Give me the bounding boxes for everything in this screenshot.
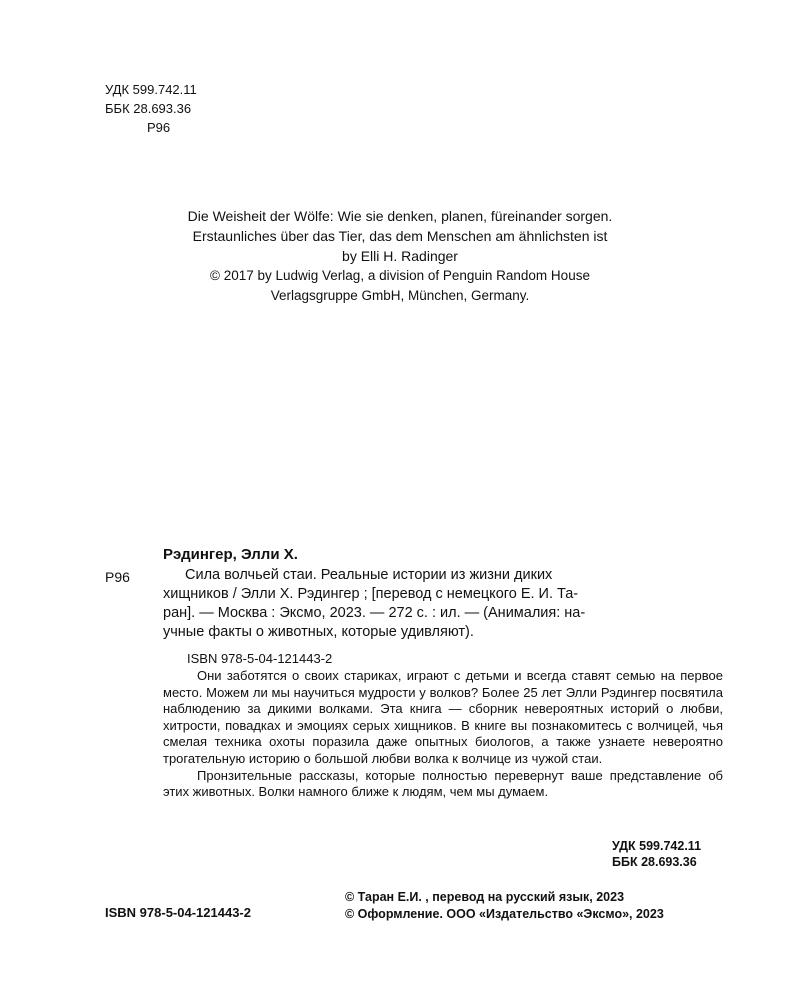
- original-copyright-line-2: Verlagsgruppe GmbH, München, Germany.: [270, 288, 530, 303]
- record-body: [105, 566, 725, 642]
- bbk-code-bottom: ББК 28.693.36: [612, 855, 697, 869]
- original-title-line-2: Erstaunliches über das Tier, das dem Menschen am ähnlichsten ist: [192, 228, 608, 244]
- original-copyright-line-1: © 2017 by Ludwig Verlag, a division of Penguin Random House: [210, 268, 590, 283]
- record-author-code: Р96: [105, 569, 130, 585]
- annotation-paragraph-2: Пронзительные рассказы, которые полностью перевернут ваше представление об этих животных. Волки намного ближе к людям, чем мы думаем.: [163, 767, 723, 800]
- classification-block-bottom: [612, 838, 701, 870]
- record-isbn: ISBN 978-5-04-121443-2: [187, 651, 333, 666]
- record-line-2: хищников / Элли Х. Рэдингер ; [перевод с немецкого Е. И. Та-: [163, 586, 579, 602]
- record-description: [163, 566, 725, 642]
- original-edition-block: [0, 206, 800, 306]
- annotation-paragraph-1: Они заботятся о своих стариках, играют с детьми и всегда ставят семью на первое место. Можем ли мы научиться мудрости у волков? Более 25 лет Элли Рэдингер посвятила наблюдению за дикими волками. Эта книга — сборник невероятных историй о любви, хитрости, повадках и эмоциях серых хищников. В книге вы познакомитесь с волчицей, чья смелая техника охоты поразила даже опытных биологов, а также узнаете невероятно трогательную историю о большой любви волка к волчице из чужой стаи.: [163, 668, 723, 766]
- original-title-line-1: Die Weisheit der Wölfe: Wie sie denken, planen, füreinander sorgen.: [187, 208, 613, 224]
- translation-rights: © Таран Е.И. , перевод на русский язык, 2023: [345, 890, 625, 904]
- record-line-1: Сила волчьей стаи. Реальные истории из жизни диких: [185, 567, 553, 583]
- author-code: Р96: [147, 120, 171, 135]
- bbk-code: ББК 28.693.36: [105, 101, 192, 116]
- footer-isbn: ISBN 978-5-04-121443-2: [105, 905, 251, 920]
- annotation: [163, 668, 723, 801]
- original-byline: by Elli H. Radinger: [342, 248, 458, 264]
- design-rights: © Оформление. ООО «Издательство «Эксмо», 2023: [345, 907, 664, 921]
- udk-code-bottom: УДК 599.742.11: [612, 839, 702, 853]
- classification-block-top: [105, 80, 197, 137]
- original-title: [0, 206, 800, 266]
- record-author: Рэдингер, Элли Х.: [163, 546, 298, 563]
- original-copyright: [0, 266, 800, 306]
- footer-rights: [345, 889, 664, 923]
- record-line-3: ран]. — Москва : Эксмо, 2023. — 272 с. : ил. — (Анималия: на-: [163, 605, 586, 621]
- record-line-4: учные факты о животных, которые удивляют).: [163, 624, 474, 640]
- bibliographic-record: [105, 545, 725, 668]
- udk-code: УДК 599.742.11: [105, 82, 197, 97]
